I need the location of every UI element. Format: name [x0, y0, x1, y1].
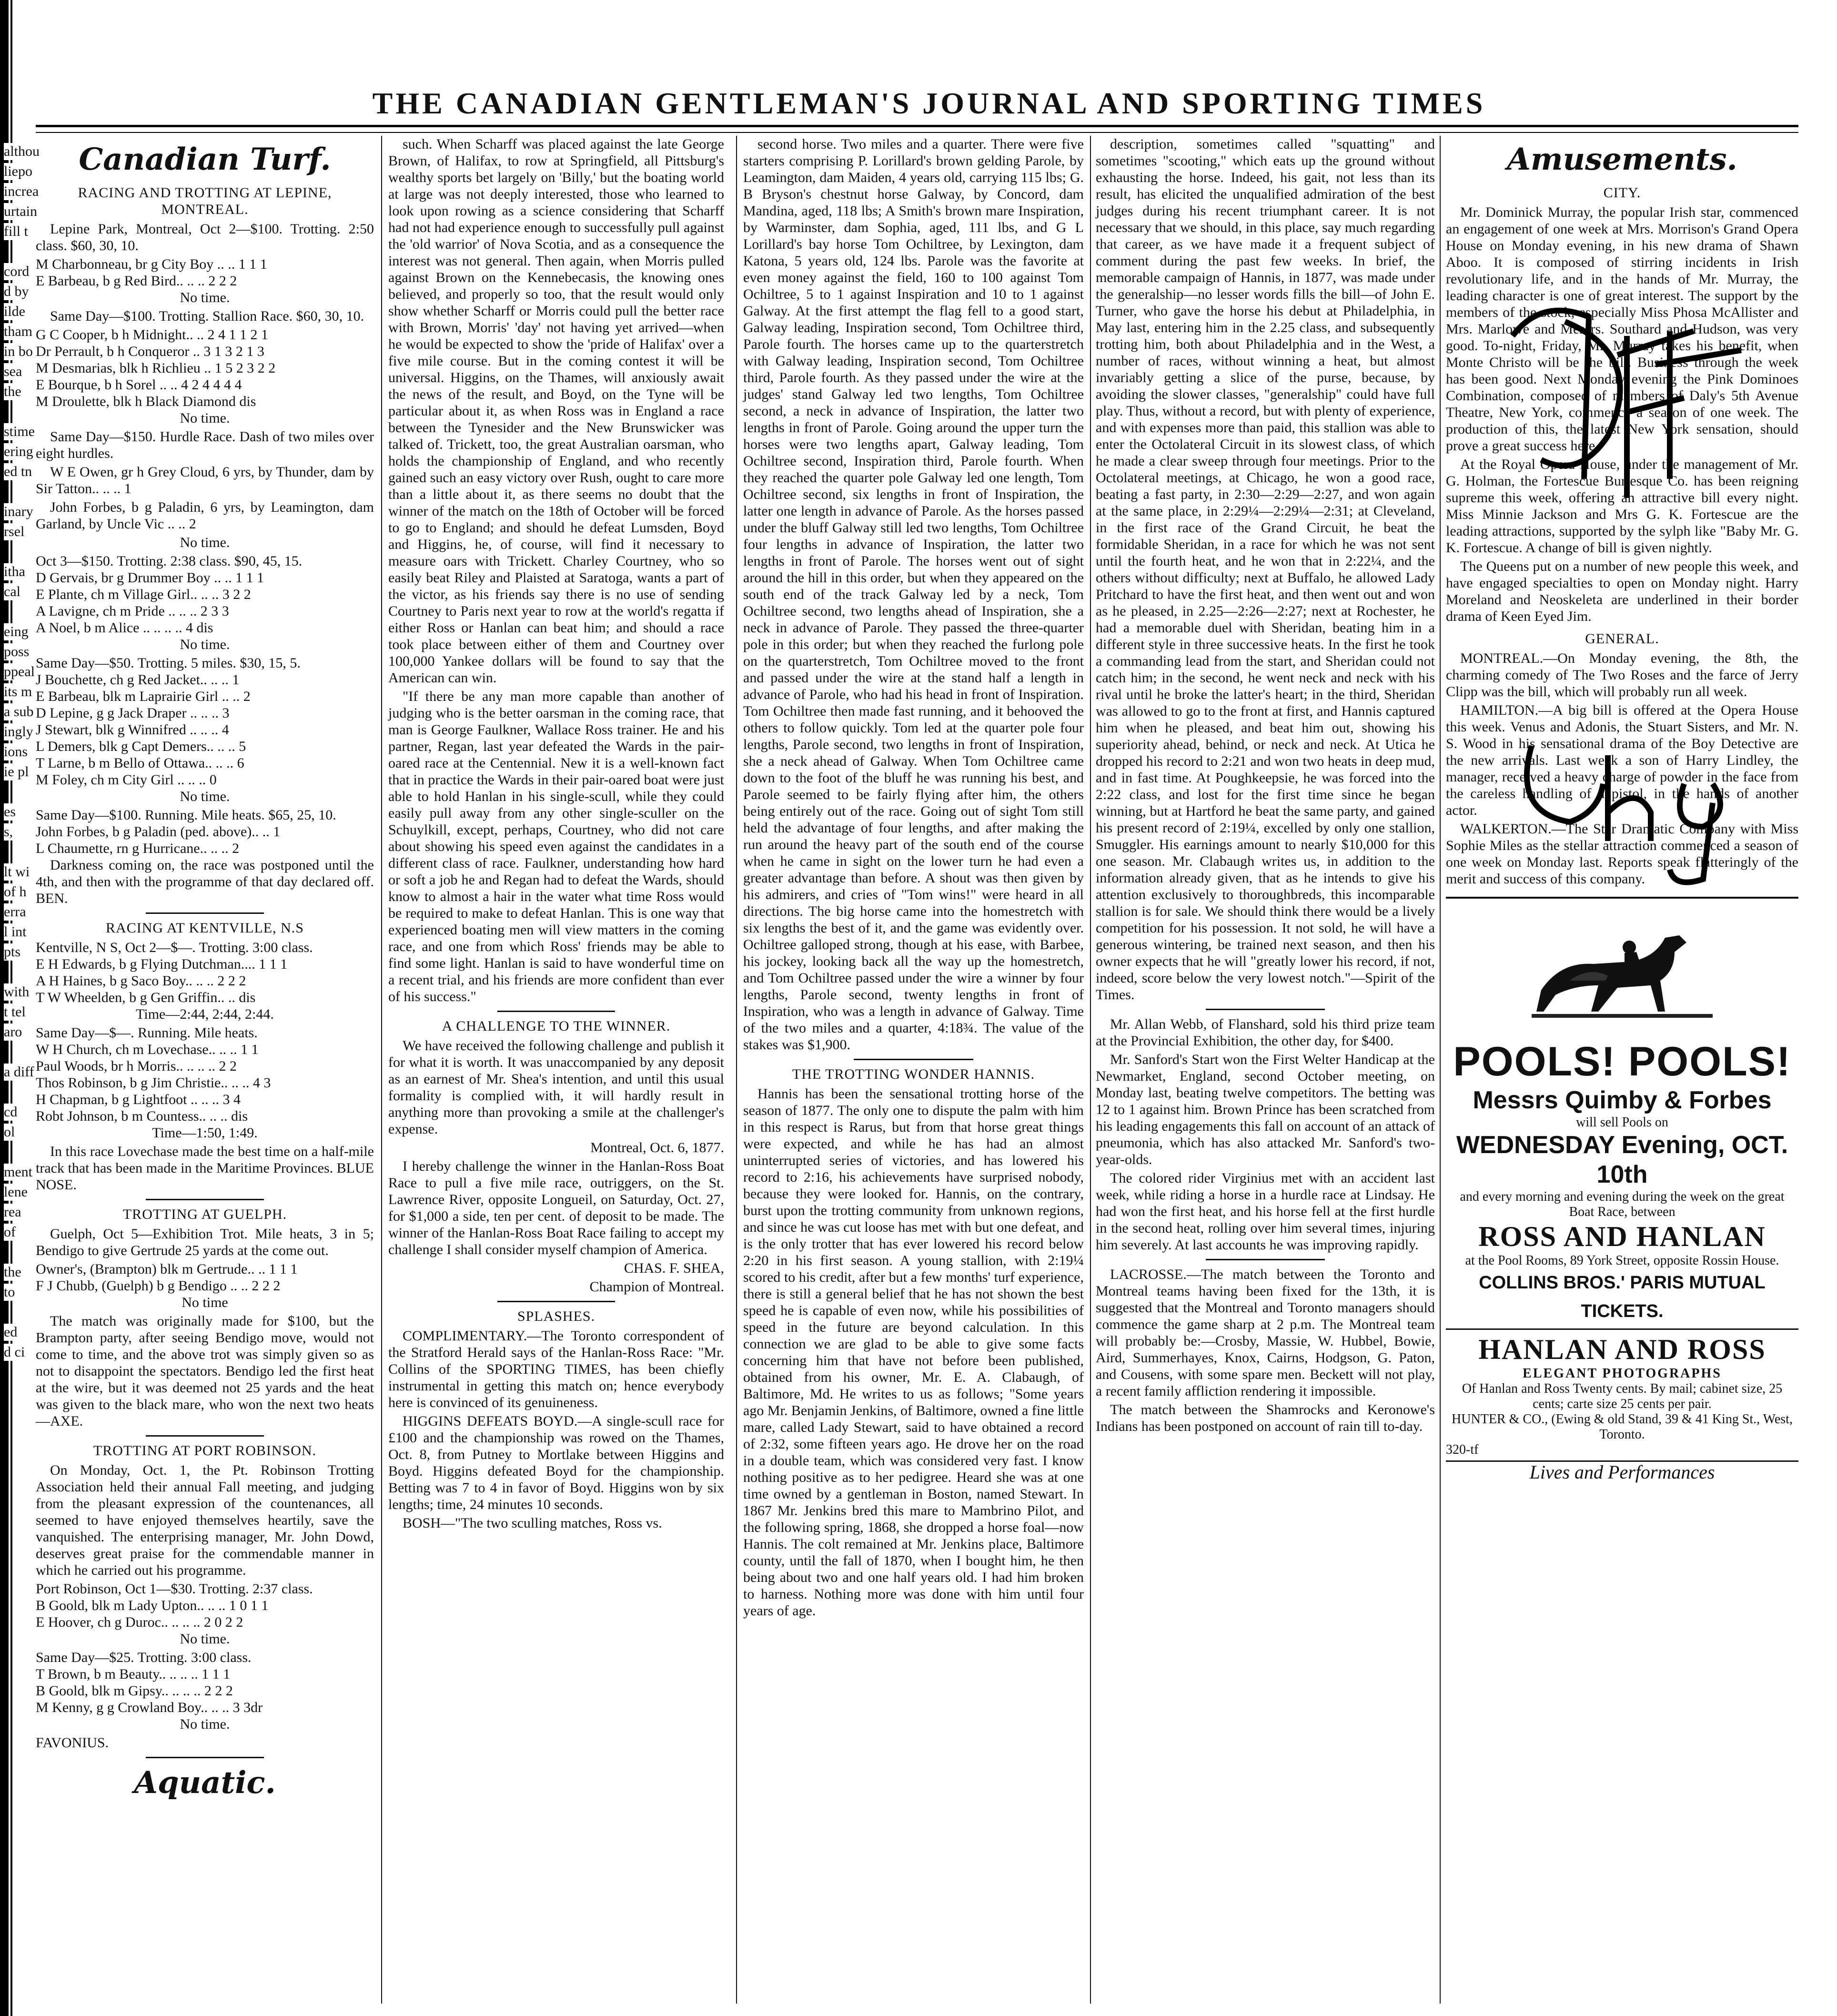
- result-line: T Larne, b m Bello of Ottawa.. .. .. 6: [36, 755, 244, 771]
- result-line: The match was originally made for $100, but the Brampton party, after seeing Bendigo move, would not come to time, and the above trot was simply given so as not to disappoint the spectators. Bendigo led the first heat at the wire, but it was deemed not 25 yards and the heat was given to the black mare, who won the next two heats—AXE.: [36, 1313, 374, 1429]
- horse-racing-icon: [1522, 909, 1722, 1033]
- result-line: W H Church, ch m Lovechase.. .. .. 1 1: [36, 1042, 259, 1057]
- column-racing-report: [743, 136, 1084, 1994]
- ad-line: WEDNESDAY Evening, OCT. 10th: [1456, 1131, 1788, 1188]
- result-line: No time: [182, 1295, 228, 1310]
- column-rule: [1090, 136, 1091, 2004]
- result-line: H Chapman, b g Lightfoot .. .. .. 3 4: [36, 1092, 241, 1107]
- results-block: [36, 1226, 374, 1429]
- ad-line: Of Hanlan and Ross Twenty cents. By mail; cabinet size, 25 cents; carte size 25 cents per pair.: [1462, 1381, 1783, 1411]
- article-title: RACING AND TROTTING AT LEPINE, MONTREAL.: [78, 185, 332, 217]
- subsection-title: CITY.: [1603, 185, 1641, 201]
- result-line: E Plante, ch m Village Girl.. .. .. 3 2 2: [36, 587, 251, 602]
- article-body: description, sometimes called "squatting" and sometimes "scooting," which eats up the ground without exhausting the horse. Indeed, his gait, not less than its result, has elicited the unqualified admiration of the best judges during his recent triumphant career. It is not necessary that we should, in this place, say much regarding that career, as we have made it a frequent subject of comment during the past few weeks. In brief, the memorable campaign of Hannis, in 1877, was made under the generalship—no lesser words fills the bill—of John E. Turner, who gave the horse his debut at Philadelphia, in May last, entering him in the 2.25 class, and subsequently trotting him, both about Philadelphia and in the West, a number of races, without winning a heat, but almost invariably getting a slice of the purse, because, by avoiding the slower classes, "generalship" could have full play. Thus, without a record, but with plenty of experience, and with expenses more than paid, this stallion was able to enter the Octolateral Circuit in its slowest class, of which he made a clear sweep through four meetings. Prior to the Octolateral meetings, at Chicago, he won a good race, beating a fast party, in 2:30—2:29—2:27, and won again at the same place, in 2:29¼—2:29¼—2:31; at Cleveland, in the first race of the Grand Circuit, he beat the formidable Sheridan, in a race for which he was not sent until the fourth heat, and he won that in 2:22¼, and the others without difficulty; next at Buffalo, he allowed Lady Pritchard to have the first heat, and then went out and won as he pleased, in 2.25—2:26—2:27; next at Rochester, he had a memorable duel with Sheridan, beating him in a different style in three successive heats. In the first he took a commanding lead from the start, and Sheridan could not catch him; in the second, he went neck and neck with his rival until he broke the latter's heart; in the third, Sheridan was allowed to go to the front at first, and Hannis captured him when he pleased, and beat him out, showing his superiority ahead, behind, or neck and neck. At Utica he dropped his record to 2:21 and won two heats in deep mud, and in fast time. At Poughkeepsie, he was forced into the 2:22 class, and lost for the first time since he began winning, but at Hartford he beat the same party, and gained his present record of 2:19¼, excelled by only one stallion, Smuggler. His earnings amount to nearly $10,000 for this one season. Mr. Clabaugh writes us, in addition to the information already given, that as he intends to give his attention exclusively to thoroughbreds, this incomparable stallion is for sale. We should think there would be a lively competition for his possession. It not sold, he will have a generous wintering, be trained next season, and then his owner expects that he will "greatly lower his record, if not, indeed, score below the very lowest notch."—Spirit of the Times.: [1096, 136, 1435, 1003]
- result-line: M Foley, ch m City Girl .. .. .. 0: [36, 772, 217, 788]
- ad-line: at the Pool Rooms, 89 York Street, opposite Rossin House.: [1465, 1253, 1779, 1268]
- article-body: "If there be any man more capable than another of judging who is the better oarsman in the coming race, that man is George Faulkner, Wallace Ross trainer. He and his partner, Regan, last year defeated the Wards in the pair-oared race at the Centennial. New it is a well-known fact that in practice the Wards in their pair-oared boat were just able to hold Hanlan in his single-scull, while they could easily pull away from any other single-sculler on the Schuylkill, except, perhaps, Courtney, who did not care about showing his speed even against the candidates in a different class of race. Faulkner, understanding how hard or soft a job he and Regan had to defeat the Wards, should know to almost a hair in the water what time Ross would be required to make to defeat Hanlan. This is one way that experienced boating men will view matters in the coming race, and one from which Ross' friends may be able to find some light. Hanlan is said to have wonderful time on a recent trial, and his friends are more confident than ever of his success.": [388, 689, 724, 1004]
- strip-fragment: aro: [4, 1023, 32, 1041]
- result-line: E Bourque, b h Sorel .. .. 4 2 4 4 4 4: [36, 377, 242, 393]
- strip-fragment: ol: [4, 1124, 32, 1141]
- article-body: The match between the Shamrocks and Keronowe's Indians has been postponed on account of rain till to-day.: [1096, 1402, 1435, 1434]
- result-line: G C Cooper, b h Midnight.. .. 2 4 1 1 2 1: [36, 327, 268, 343]
- ad-reference: 320-tf: [1446, 1442, 1479, 1457]
- strip-fragment: urtain: [4, 203, 37, 219]
- signature-title: Champion of Montreal.: [589, 1279, 724, 1295]
- result-line: B Goold, blk m Lady Upton.. .. .. 1 0 1 1: [36, 1598, 269, 1613]
- strip-fragment: increa: [4, 183, 39, 199]
- article-body: The Queens put on a number of new people this week, and have engaged specialties to open on Monday night. Harry Moreland and Neoskeleta are underlined in their border drama of Keen Eyed Jim.: [1446, 558, 1798, 624]
- article-body: HIGGINS DEFEATS BOYD.—A single-scull race for £100 and the championship was rowed on the Thames, Oct. 8, from Putney to Mortlake between Higgins and Boyd. Higgins defeated Boyd for the championship. Betting was 7 to 4 in favor of Boyd. Higgins won by six lengths; time, 24 minutes 10 seconds.: [388, 1413, 724, 1512]
- strip-fragment: fill t: [4, 223, 32, 240]
- separator: [146, 1199, 264, 1200]
- ad-line: and every morning and evening during the week on the great Boat Race, between: [1460, 1189, 1785, 1219]
- strip-fragment: poss: [4, 643, 32, 660]
- section-title-canadian-turf: Canadian Turf.: [79, 142, 331, 177]
- ad-line: HANLAN AND ROSS: [1478, 1334, 1766, 1365]
- result-line: Same Day—$100. Trotting. Stallion Race. $60, 30, 10.: [50, 308, 364, 324]
- result-line: E H Edwards, b g Flying Dutchman.... 1 1 1: [36, 956, 288, 972]
- result-line: Lepine Park, Montreal, Oct 2—$100. Trotting. 2:50 class. $60, 30, 10.: [36, 221, 374, 253]
- strip-fragment: inary: [4, 504, 33, 519]
- result-line: Darkness coming on, the race was postponed until the 4th, and then with the programme of that day declared off. BEN.: [36, 857, 374, 906]
- result-line: E Barbeau, b g Red Bird.. .. .. 2 2 2: [36, 273, 237, 289]
- masthead-rule: [36, 125, 1798, 133]
- strip-fragment: cal: [4, 583, 32, 600]
- ad-line: Messrs Quimby & Forbes: [1473, 1086, 1772, 1114]
- article-body: We have received the following challenge and publish it for what it is worth. It was unaccompanied by any deposit as an earnest of Mr. Shea's intention, and until this usual formality is complied with, it will hardly result in anything more than provoking a smile at the challenger's expense.: [388, 1038, 724, 1137]
- separator: [854, 1059, 973, 1060]
- article-title: RACING AT KENTVILLE, N.S: [106, 920, 304, 936]
- result-line: F J Chubb, (Guelph) b g Bendigo .. .. 2 2 2: [36, 1278, 281, 1294]
- article-title: THE TROTTING WONDER HANNIS.: [792, 1066, 1035, 1082]
- strip-fragment: ed tn: [4, 464, 32, 479]
- result-line: A Lavigne, ch m Pride .. .. .. 2 3 3: [36, 603, 229, 619]
- result-line: D Lepine, g g Jack Draper .. .. .. 3: [36, 705, 230, 721]
- strip-fragment: pts: [4, 943, 32, 961]
- ad-line: will sell Pools on: [1576, 1115, 1668, 1130]
- strip-fragment: of: [4, 1224, 32, 1241]
- strip-fragment: ppeal: [4, 664, 35, 679]
- strip-fragment: ilde: [4, 303, 32, 320]
- section-title-aquatic: Aquatic.: [134, 1765, 276, 1801]
- column-canadian-turf: [36, 136, 374, 1994]
- ad-line: ROSS AND HANLAN: [1478, 1221, 1766, 1252]
- result-line: A Noel, b m Alice .. .. .. .. 4 dis: [36, 620, 213, 636]
- results-block: [36, 221, 374, 907]
- masthead: THE CANADIAN GENTLEMAN'S JOURNAL AND SPORTING TIMES: [372, 86, 1486, 120]
- ad-line: ELEGANT PHOTOGRAPHS: [1523, 1366, 1722, 1381]
- result-line: Robt Johnson, b m Countess.. .. .. dis: [36, 1108, 248, 1124]
- signature: CHAS. F. SHEA,: [624, 1260, 724, 1276]
- strip-fragment: erra: [4, 903, 32, 921]
- result-line: In this race Lovechase made the best time on a half-mile track that has been made in the Maritime Provinces. BLUE NOSE.: [36, 1144, 374, 1193]
- result-line: M Kenny, g g Crowland Boy.. .. .. 3 3dr: [36, 1700, 263, 1715]
- result-line: FAVONIUS.: [36, 1735, 109, 1751]
- ad-headline: POOLS! POOLS!: [1453, 1039, 1791, 1084]
- section-title-amusements: Amusements.: [1507, 142, 1737, 177]
- strip-fragment: es: [4, 803, 32, 821]
- result-line: Same Day—$25. Trotting. 3:00 class.: [36, 1650, 252, 1665]
- strip-fragment: of h: [4, 883, 32, 901]
- strip-fragment: with: [4, 983, 32, 1001]
- article-title: TROTTING AT PORT ROBINSON.: [93, 1443, 317, 1459]
- result-line: Oct 3—$150. Trotting. 2:38 class. $90, 45, 15.: [36, 553, 303, 569]
- article-body: such. When Scharff was placed against the late George Brown, of Halifax, to row at Springfield, all Pittsburg's wealthy sports bet largely on 'Billy,' but the boating world at large was not deeply interested, those who learned to look upon rowing as a science considering that Scharff had not had experience enough to successfully pull against the 'old warrior' of Nova Scotia, and as a consequence the interest was not general. Then again, when Morris pulled against Brown on the Kennebecasis, the knowing ones believed, and properly so too, that the result would only show whether Scharff or Morris could pull the better race with Brown, Morris' 'day' not having yet arrived—when he would be expected to show the 'pride of Halifax' over a five mile course. But in the coming contest it will be universal. Higgins, on the Thames, will anxiously await the news of the result, and Boyd, on the Tyne will be particular about it, as when Ross was in England a race between the Tynesider and the New Brunswicker was talked of. Trickett, too, the great Australian oarsman, who holds the championship of England, and who recently gained such an easy victory over Rush, ought to care more than a little about it, as there seems no doubt that the winner of the match on the 18th of October will be forced to go to England; and should he defeat Lumsden, Boyd and Higgins, he, of course, will find it necessary to measure oars with Trickett. Charley Courtney, who so easily beat Riley and Plaisted at Saratoga, wants a part of the victor, as his friends say there is no use of sending Courtney to Paris next year to row at the world's regatta if either Ross or Hanlan can beat him; and should a race took place between either of them and Courtney over 100,000 Yankee dollars will be found to say that the American can win.: [388, 136, 724, 686]
- strip-fragment: d ci: [4, 1344, 32, 1361]
- result-line: Same Day—$50. Trotting. 5 miles. $30, 15, 5.: [36, 655, 301, 671]
- result-line: M Charbonneau, br g City Boy .. .. 1 1 1: [36, 256, 267, 272]
- separator: [497, 1011, 615, 1012]
- strip-fragment: lt wi: [4, 863, 32, 881]
- strip-fragment: ment: [4, 1164, 32, 1180]
- result-line: Time—1:50, 1:49.: [152, 1125, 258, 1141]
- result-line: No time.: [180, 290, 230, 305]
- strip-fragment: ingly: [4, 724, 33, 740]
- strip-fragment: l int: [4, 923, 32, 941]
- article-body: HAMILTON.—A big bill is offered at the Opera House this week. Venus and Adonis, the Stuart Sisters, and Mr. N. S. Wood in his sensational drama of the Boy Detective are the new arrivals. Last week a son of Harry Lindley, the manager, received a heavy charge of powder in the face from the careless handling of a pistol, in the hands of another actor.: [1446, 702, 1798, 818]
- strip-fragment: eing: [4, 623, 32, 640]
- article-body: On Monday, Oct. 1, the Pt. Robinson Trotting Association held their annual Fall meeting, and judging from the pleasant expression of the countenances, all seemed to have enjoyed themselves heartily, save the vanquished. The enterprising manager, Mr. John Dowd, deserves great praise for the commendable manner in which he carried out his programme.: [36, 1462, 374, 1578]
- strip-fragment: rea: [4, 1204, 32, 1221]
- result-line: E Barbeau, blk m Laprairie Girl .. .. 2: [36, 689, 251, 704]
- strip-fragment: sea: [4, 363, 32, 380]
- strip-fragment: to: [4, 1284, 32, 1301]
- article-body: LACROSSE.—The match between the Toronto and Montreal teams having been fixed for the 13th, it is suggested that the Montreal and Toronto managers should commence the game sharp at 2 p.m. The Montreal team will probably be:—Crosby, Massie, W. Hubbel, Bowie, Aird, Summerhayes, Knox, Cairns, Hodgson, G. Paton, and Cousens, with some spare men. Beckett will not play, a recent family affliction rendering it impossible.: [1096, 1266, 1435, 1399]
- strip-fragment: its m: [4, 684, 32, 699]
- column-rule: [736, 136, 737, 2004]
- result-line: B Goold, blk m Gipsy.. .. .. .. 2 2 2: [36, 1683, 233, 1699]
- result-line: T W Wheelden, b g Gen Griffin.. .. dis: [36, 990, 256, 1005]
- article-body: MONTREAL.—On Monday evening, the 8th, the charming comedy of The Two Roses and the farce of Jerry Clipp was the bill, which will probably run all week.: [1446, 650, 1798, 699]
- strip-fragment: ering: [4, 444, 33, 459]
- column-aquatic: [388, 136, 724, 1994]
- strip-fragment: t tel: [4, 1003, 32, 1021]
- article-title: TROTTING AT GUELPH.: [122, 1206, 287, 1222]
- result-line: M Droulette, blk h Black Diamond dis: [36, 394, 256, 409]
- result-line: Time—2:44, 2:44, 2:44.: [136, 1006, 274, 1022]
- separator: [1206, 1259, 1324, 1260]
- strip-fragment: ie pl: [4, 763, 32, 780]
- dateline: Montreal, Oct. 6, 1877.: [590, 1140, 724, 1155]
- subsection-title: GENERAL.: [1585, 631, 1659, 647]
- strip-fragment: stime: [4, 424, 35, 439]
- article-title: SPLASHES.: [517, 1308, 596, 1324]
- strip-fragment: the: [4, 1264, 32, 1281]
- separator: [146, 1435, 264, 1437]
- result-line: E Hoover, ch g Duroc.. .. .. .. 2 0 2 2: [36, 1614, 243, 1630]
- ad-line: HUNTER & CO., (Ewing & old Stand, 39 & 41 King St., West, Toronto.: [1452, 1412, 1793, 1442]
- result-line: Thos Robinson, b g Jim Christie.. .. .. 4 3: [36, 1075, 271, 1091]
- result-line: Kentville, N S, Oct 2—$—. Trotting. 3:00 class.: [36, 940, 313, 955]
- result-line: Dr Perrault, b h Conqueror .. 3 1 3 2 1 3: [36, 344, 264, 359]
- column-hannis-continued: [1096, 136, 1435, 1994]
- article-title: A CHALLENGE TO THE WINNER.: [442, 1018, 671, 1034]
- result-line: T Brown, b m Beauty.. .. .. .. 1 1 1: [36, 1666, 231, 1682]
- result-line: Paul Woods, br h Morris.. .. .. .. 2 2: [36, 1058, 237, 1074]
- result-line: No time.: [180, 535, 230, 550]
- article-body: second horse. Two miles and a quarter. There were five starters comprising P. Lorillard's brown gelding Parole, by Leamington, dam Maiden, 4 years old, carrying 115 lbs; G. B Bryson's chestnut horse Galway, by Concord, dam Mandina, aged, 118 lbs; A Smith's brown mare Inspiration, by Warminster, dam Sophia, aged, 111 lbs, and G L Lorillard's bay horse Tom Ochiltree, by Lexington, dam Katona, 5 years old, 124 lbs. Parole was the favorite at even money against the field, 160 to 100 against Tom Ochiltree, 5 to 1 against Inspiration and 10 to 1 against Galway. At the first attempt the flag fell to a good start, Galway leading, Inspiration second, Tom Ochiltree third, Parole fourth. The horses came up to the quarterstretch with Galway leading, Inspiration second, Tom Ochiltree third, Parole fourth. As they passed under the wire at the judges' stand Galway led two lengths, Tom Ochiltree second, a neck in advance of Inspiration, the latter two lengths in front of Parole. Going around the upper turn the horses were two lengths apart, Galway leading, Tom Ochiltree second, Inspiration third, Parole fourth. When they reached the quarter pole Galway led one length, Tom Ochiltree second, six lengths in front of Inspiration, the latter one length in advance of Parole. As the horses passed under the bluff Galway still led two lengths, Tom Ochiltree four lengths in advance of Inspiration, the latter two lengths in front of Parole. The horses went out of sight around the hill in this order, but when they appeared on the south end of the track Galway led by a neck, Tom Ochiltree second, two lengths ahead of Inspiration, she a neck in advance of Parole. They passed the three-quarter pole in this order; but when they reached the furlong pole on the quarterstretch, Tom Ochiltree moved to the front and passed under the wire at the stand half a length in advance of Parole, who had his head in front of Inspiration. Tom Ochiltree then made fast running, and it behooved the others to follow quickly. Tom led at the quarter pole four lengths, Parole second, two lengths in front of Inspiration, she a neck ahead of Galway. When Tom Ochiltree came down to the foot of the bluff he was running his best, and Parole seemed to be fairly flying after him, the others being entirely out of the race. Going out of sight Tom still held the advantage of four lengths, and after making the run around the heavy part of the south end of the course when he came in sight on the lower turn he had even a greater advantage than before. A shout was then given by his admirers, and cries of "Tom wins!" were heard in all directions. The big horse came into the homestretch with six lengths the best of it, and the game was evidently over. Ochiltree galloped strong, though at his ease, with Barbee, his jockey, looking back all the way up the homestretch, and Tom Ochiltree passed under the wire a winner by four lengths, Parole second, twenty lengths in front of Inspiration, who was a length in advance of Galway. Time of the two miles and a quarter, 4:18¾. The value of the stakes was $1,900.: [743, 136, 1084, 1053]
- result-line: No time.: [180, 1716, 230, 1732]
- article-body: COMPLIMENTARY.—The Toronto correspondent of the Stratford Herald says of the Hanlan-Ross Race: "Mr. Collins of the SPORTING TIMES, has been chiefly instrumental in getting this match on; hence everybody here is convinced of its genuineness.: [388, 1328, 724, 1410]
- strip-fragment: itha: [4, 563, 32, 580]
- column-rule: [1440, 136, 1441, 2004]
- result-line: J Stewart, blk g Winnifred .. .. .. 4: [36, 722, 229, 738]
- result-line: W E Owen, gr h Grey Cloud, 6 yrs, by Thunder, dam by Sir Tatton.. .. .. 1: [36, 464, 374, 496]
- results-block: [36, 1580, 374, 1751]
- separator: [146, 1757, 264, 1758]
- strip-fragment: in bo: [4, 344, 33, 359]
- result-line: No time.: [180, 410, 230, 426]
- result-line: L Chaumette, rn g Hurricane.. .. .. 2: [36, 841, 240, 856]
- strip-fragment: rsel: [4, 523, 32, 540]
- result-line: J Bouchette, ch g Red Jacket.. .. .. 1: [36, 672, 240, 688]
- result-line: John Forbes, b g Paladin (ped. above).. .. 1: [36, 824, 281, 840]
- article-body: Hannis has been the sensational trotting horse of the season of 1877. The only one to dispute the palm with him in this respect is Rarus, but from that horse great things were expected, and while he has had an almost uninterrupted series of victories, and has lowered his record to 2:16, his achievements have surprised nobody, because they were looked for. Hannis, on the contrary, burst upon the trotting community from unknown regions, and since he was cut loose has met with but one defeat, and is the only trotter that has ever lowered his record below 2:20 in his first season. A young stallion, with 2:19¼ scored to his credit, after but a few months' turf experience, there is still a general belief that he has not shown the best speed he is capable of even now, while his possibilities of speed in the future are beyond calculation. In this connection we are glad to be able to give some facts concerning him that have not before been published, obtained from his owner, Mr. E. A. Clabaugh, of Baltimore, Md. He writes to us as follows; "Some years ago Mr. Benjamin Jenkins, of Baltimore, owned a fine little mare, called Lady Stewart, said to have obtained a record of 2:32, some fifteen years ago. He drove her on the road in a double team, which was considered very fast. I know nothing positive as to her pedigree. Heard she was at one time owned by a gentleman in Boston, named Stewart. In 1867 Mr. Jenkins bred this mare to Mambrino Pilot, and the following spring, 1868, she dropped a horse foal—now Hannis. The colt remained at Mr. Jenkins place, Baltimore county, until the fall of 1870, when I bought him, he then being about two and one half years old. I had him broken to harness. Nothing more was done with him until four years of age.: [743, 1086, 1084, 1619]
- strip-fragment: ions: [4, 743, 32, 760]
- result-line: John Forbes, b g Paladin, 6 yrs, by Leamington, dam Garland, by Uncle Vic .. .. 2: [36, 499, 374, 532]
- result-line: No time.: [180, 1631, 230, 1647]
- result-line: Same Day—$150. Hurdle Race. Dash of two miles over eight hurdles.: [36, 429, 374, 461]
- separator: [497, 1301, 615, 1302]
- ad-line: COLLINS BROS.' PARIS MUTUAL TICKETS.: [1479, 1273, 1766, 1321]
- result-line: No time.: [180, 789, 230, 804]
- strip-fragment: tham: [4, 324, 32, 339]
- separator: [146, 912, 264, 914]
- article-body: WALKERTON.—The Star Dramatic Company with Miss Sophie Miles as the stellar attraction commenced a season of one week on Monday last. Reports speak flatteringly of the merit and success of this company.: [1446, 821, 1798, 887]
- strip-fragment: cd: [4, 1104, 32, 1121]
- racehorse-illustration: [1446, 904, 1798, 1038]
- strip-fragment: lene: [4, 1184, 32, 1201]
- strip-fragment: cord: [4, 263, 32, 280]
- result-line: D Gervais, br g Drummer Boy .. .. 1 1 1: [36, 570, 264, 586]
- article-body: The colored rider Virginius met with an accident last week, while riding a horse in a hurdle race at Lindsay. He had won the first heat, and his horse fell at the first hurdle in the second heat, rolling over him several times, injuring him severely. At last accounts he was improving rapidly.: [1096, 1170, 1435, 1253]
- result-line: Owner's, (Brampton) blk m Gertrude.. .. 1 1 1: [36, 1261, 298, 1277]
- result-line: No time.: [180, 637, 230, 652]
- result-line: Port Robinson, Oct 1—$30. Trotting. 2:37 class.: [36, 1581, 313, 1597]
- article-body: At the Royal Opera House, under the management of Mr. G. Holman, the Fortescue Burlesque Co. has been reigning supreme this week, offering an attractive bill every night. Miss Minnie Jackson and Mrs G. K. Fortescue are the leading attractions, supported by the sylph like "Baby Mr. G. K. Fortescue. A change of bill is given nightly.: [1446, 456, 1798, 556]
- result-line: A H Haines, b g Saco Boy.. .. .. 2 2 2: [36, 973, 246, 989]
- article-body: Mr. Allan Webb, of Flanshard, sold his third prize team at the Provincial Exhibition, the other day, for $400.: [1096, 1016, 1435, 1049]
- result-line: L Demers, blk g Capt Demers.. .. .. 5: [36, 739, 246, 754]
- strip-fragment: the: [4, 383, 32, 400]
- strip-fragment: liepo: [4, 163, 32, 179]
- column-rule: [381, 136, 382, 2004]
- adjacent-page-strip: [0, 0, 40, 2016]
- article-body: Mr. Dominick Murray, the popular Irish star, commenced an engagement of one week at Mrs. Morrison's Grand Opera House on Monday evening, in his new drama of Shawn Aboo. It is composed of stirring incidents in Irish revolutionary life, and in the hands of Mr. Murray, the leading character is one of great interest. The support by the members of the stock, especially Miss Phosa McAllister and Mrs. Marlowe and Messrs. Southard and Hudson, was very good. To-night, Friday, Mr. Murray takes his benefit, when Monte Christo will be the bill. Business through the week has been good. Next Monday evening the Pink Dominoes Combination, composed of members of Daly's 5th Avenue Theatre, New York, commence a season of one week. The production of this, the latest New York sensation, should prove a great success here.: [1446, 204, 1798, 454]
- result-line: Same Day—$100. Running. Mile heats. $65, 25, 10.: [36, 807, 336, 823]
- separator: [1206, 1009, 1324, 1010]
- strip-fragment: a sub: [4, 704, 34, 719]
- article-body: I hereby challenge the winner in the Hanlan-Ross Boat Race to pull a five mile race, outriggers, on the St. Lawrence River, opposite Longueil, on Saturday, Oct. 27, for $1,000 a side, ten per cent. of deposit to be made. The winner of the Hanlan-Ross Boat Race failing to accept my challenge I shall consider myself champion of America.: [388, 1158, 724, 1257]
- results-block: [36, 939, 374, 1193]
- article-body: BOSH—"The two sculling matches, Ross vs.: [403, 1515, 662, 1531]
- result-line: Same Day—$—. Running. Mile heats.: [36, 1025, 258, 1041]
- ad-footer: Lives and Performances: [1529, 1461, 1715, 1483]
- result-line: Guelph, Oct 5—Exhibition Trot. Mile heats, 3 in 5; Bendigo to give Gertrude 25 yards at the come out.: [36, 1226, 374, 1258]
- strip-fragment: a diff: [4, 1064, 34, 1080]
- result-line: M Desmarias, blk h Richlieu .. 1 5 2 3 2 2: [36, 360, 276, 376]
- article-body: Mr. Sanford's Start won the First Welter Handicap at the Newmarket, England, second October meeting, on Monday last, beating twelve competitors. The betting was 12 to 1 against him. Brown Prince has been scratched from his leading engagements this fall on account of an attack of pneumonia, which has also attacked Mr. Sanford's two-year-olds.: [1096, 1052, 1435, 1167]
- pools-advertisement: [1446, 897, 1798, 1483]
- strip-fragment: ed: [4, 1324, 32, 1341]
- strip-fragment: althou: [4, 143, 40, 159]
- strip-fragment: d by: [4, 283, 32, 300]
- column-amusements: [1446, 136, 1798, 1994]
- strip-fragment: s,: [4, 823, 32, 841]
